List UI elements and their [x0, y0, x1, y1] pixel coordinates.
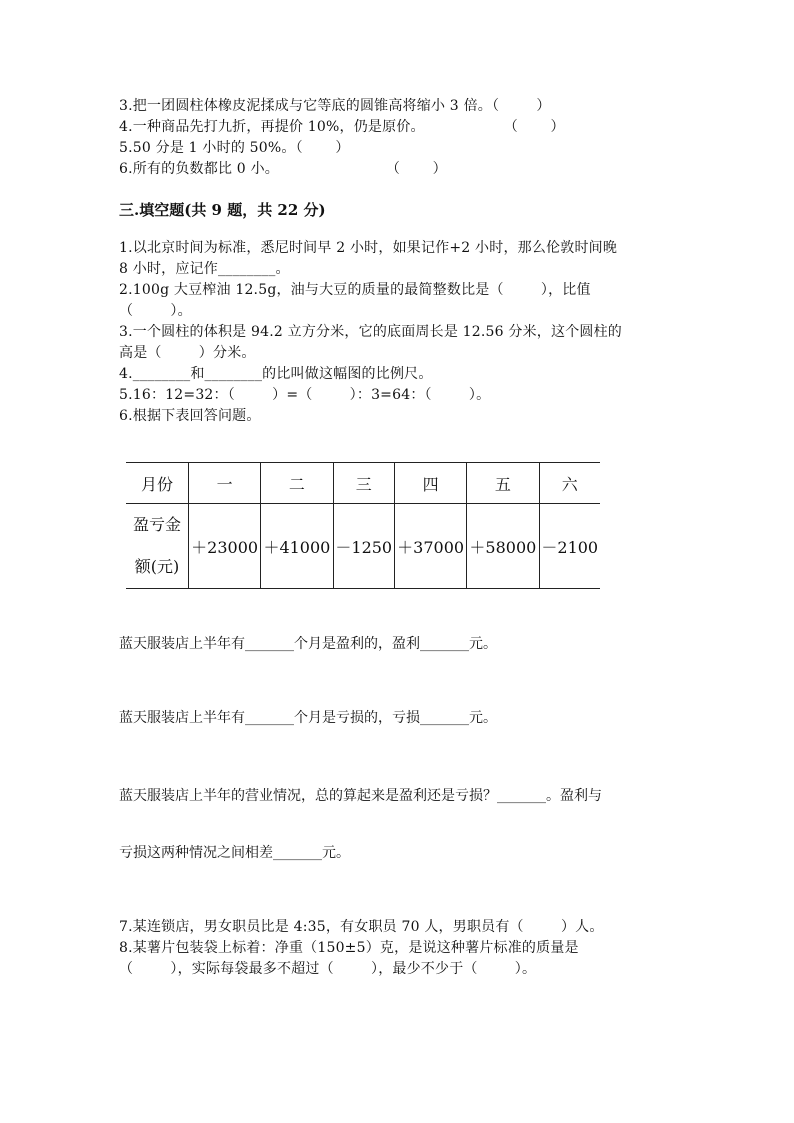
tf-question-6: 6.所有的负数都比 0 小。 （ ）	[119, 161, 447, 177]
table-value-cell: ＋37000	[394, 504, 466, 589]
tf-question-3: 3.把一团圆柱体橡皮泥揉成与它等底的圆锥高将缩小 3 倍。（ ）	[119, 98, 551, 114]
table-header-row	[126, 463, 600, 504]
table-question-3-line-2: 亏损这两种情况之间相差_______元。	[119, 845, 350, 861]
table-month-cell: 三	[333, 463, 394, 504]
tf-question-4: 4.一种商品先打九折，再提价 10%，仍是原价。 （ ）	[119, 119, 565, 135]
table-question-2: 蓝天服装店上半年有_______个月是亏损的，亏损_______元。	[119, 710, 497, 726]
table-value-cell: ＋58000	[467, 504, 539, 589]
table-month-cell: 六	[539, 463, 600, 504]
fill-question-8-line-1: 8.某薯片包装袋上标着：净重（150±5）克，是说这种薯片标准的质量是	[119, 940, 579, 956]
section-title: 三.填空题(共 9 题，共 22 分)	[119, 201, 326, 219]
table-row-label-line-2: 额(元)	[134, 557, 180, 576]
tf-question-5: 5.50 分是 1 小时的 50%。（ ）	[119, 140, 350, 156]
fill-question-3-line-1: 3.一个圆柱的体积是 94.2 立方分米，它的底面周长是 12.56 分米，这个圆柱的	[119, 324, 623, 340]
fill-question-1-line-2: 8 小时，应记作________。	[119, 261, 290, 277]
fill-question-7: 7.某连锁店，男女职员比是 4:35，有女职员 70 人，男职员有（ ）人。	[119, 919, 604, 935]
table-question-1: 蓝天服装店上半年有_______个月是盈利的，盈利_______元。	[119, 636, 497, 652]
table-row-label	[126, 504, 189, 589]
table-value-cell: ＋41000	[261, 504, 333, 589]
fill-question-4: 4.________和________的比叫做这幅图的比例尺。	[119, 366, 433, 382]
table-value-cell: ＋23000	[189, 504, 261, 589]
fill-question-2-line-1: 2.100g 大豆榨油 12.5g，油与大豆的质量的最简整数比是（ ），比值	[119, 282, 591, 298]
profit-loss-table	[126, 462, 600, 589]
table-question-3-line-1: 蓝天服装店上半年的营业情况，总的算起来是盈利还是亏损？_______。盈利与	[119, 788, 602, 804]
fill-question-2-line-2: （ ）。	[119, 303, 192, 319]
fill-question-6: 6.根据下表回答问题。	[119, 408, 261, 424]
table-row-label-line-1: 盈亏金	[132, 515, 181, 534]
table-month-cell: 五	[467, 463, 539, 504]
table-month-cell: 四	[394, 463, 466, 504]
table-month-cell: 二	[261, 463, 333, 504]
table-value-row	[126, 504, 600, 589]
fill-question-3-line-2: 高是（ ）分米。	[119, 345, 256, 361]
fill-question-5: 5.16：12=32：（ ）=（ ）：3=64：（ ）。	[119, 387, 491, 403]
table-header-label: 月份	[126, 463, 189, 504]
fill-question-1-line-1: 1.以北京时间为标准，悉尼时间早 2 小时，如果记作+2 小时，那么伦敦时间晚	[119, 240, 618, 256]
table-value-cell: －2100	[539, 504, 600, 589]
table-value-cell: －1250	[333, 504, 394, 589]
table-month-cell: 一	[189, 463, 261, 504]
fill-question-8-line-2: （ ），实际每袋最多不超过（ ），最少不少于（ ）。	[119, 961, 537, 977]
